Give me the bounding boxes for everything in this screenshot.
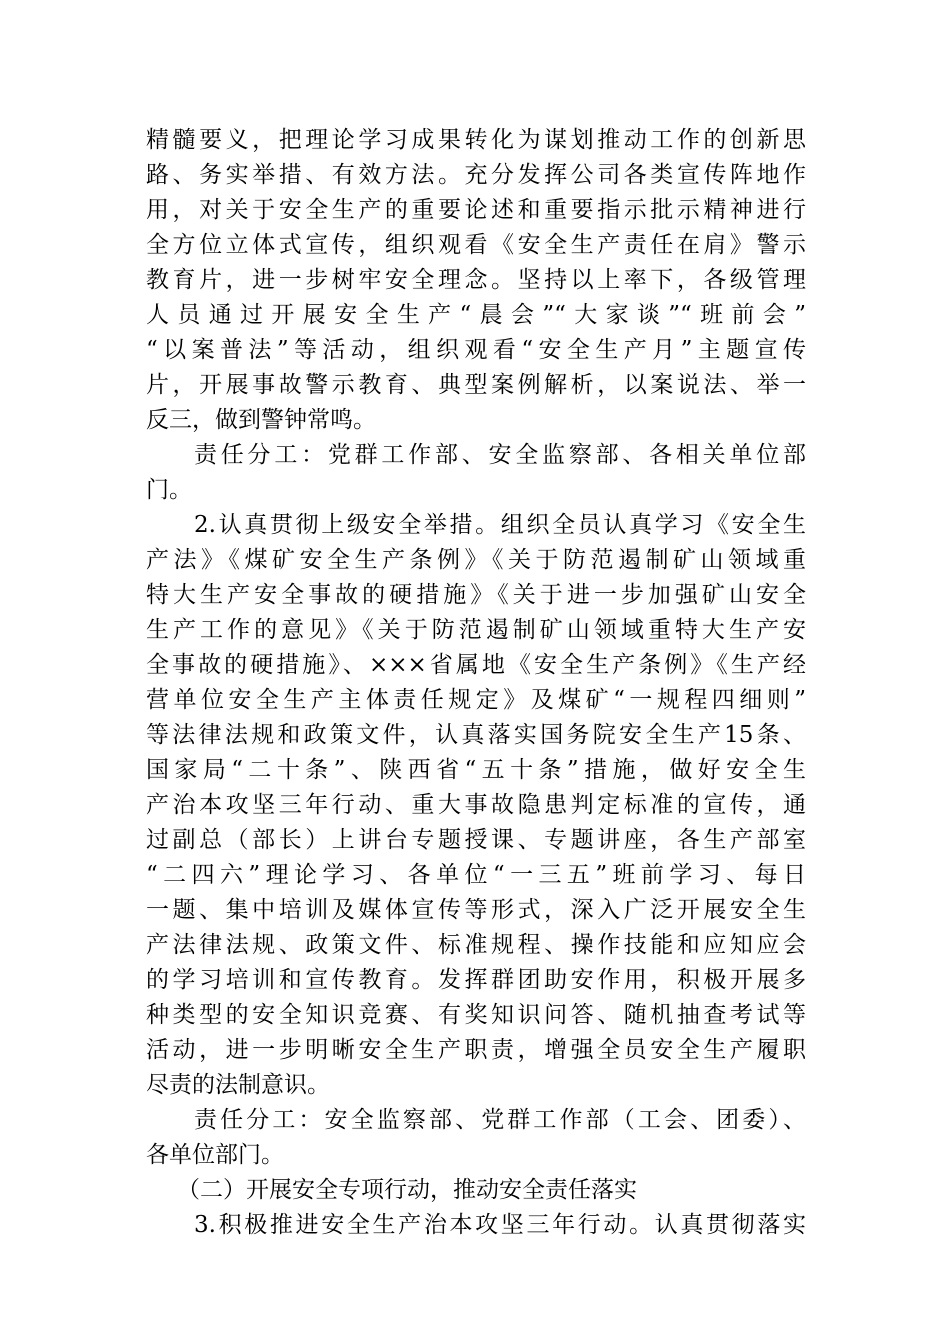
responsibility-line: 责任分工：安全监察部、党群工作部（工会、团委）、 — [194, 1107, 806, 1133]
body-text-line: 营单位安全生产主体责任规定》及煤矿“一规程四细则” — [146, 687, 806, 713]
body-text-line: 用，对关于安全生产的重要论述和重要指示批示精神进行 — [146, 197, 806, 223]
body-text-line: 全方位立体式宣传，组织观看《安全生产责任在肩》警示 — [146, 232, 806, 258]
body-text-line: 一题、集中培训及媒体宣传等形式，深入广泛开展安全生 — [146, 897, 806, 923]
item-heading-line: 3.积极推进安全生产治本攻坚三年行动。认真贯彻落实 — [194, 1212, 806, 1238]
body-text-line: “二四六”理论学习、各单位“一三五”班前学习、每日 — [146, 862, 806, 888]
body-text-line: 片，开展事故警示教育、典型案例解析，以案说法、举一 — [146, 372, 806, 398]
body-text-line: 等法律法规和政策文件，认真落实国务院安全生产15条、 — [146, 722, 806, 748]
body-text-line: 产法律法规、政策文件、标准规程、操作技能和应知应会 — [146, 932, 806, 958]
body-text-line: 产法》《煤矿安全生产条例》《关于防范遏制矿山领域重 — [146, 547, 806, 573]
body-text-line: 人员通过开展安全生产“晨会”“大家谈”“班前会” — [146, 302, 806, 328]
responsibility-line: 门。 — [146, 477, 192, 503]
responsibility-line: 责任分工：党群工作部、安全监察部、各相关单位部 — [194, 442, 806, 468]
body-text-line: 教育片，进一步树牢安全理念。坚持以上率下，各级管理 — [146, 267, 806, 293]
item-heading-line: 2.认真贯彻上级安全举措。组织全员认真学习《安全生 — [194, 512, 806, 538]
body-text-line: 生产工作的意见》《关于防范遏制矿山领域重特大生产安 — [146, 617, 806, 643]
body-text-line: 路、务实举措、有效方法。充分发挥公司各类宣传阵地作 — [146, 162, 806, 188]
body-text-line: 种类型的安全知识竞赛、有奖知识问答、随机抽查考试等 — [146, 1002, 806, 1028]
body-text-line: 国家局“二十条”、陕西省“五十条”措施，做好安全生 — [146, 757, 806, 783]
body-text-line: 特大生产安全事故的硬措施》《关于进一步加强矿山安全 — [146, 582, 806, 608]
body-text-line: 尽责的法制意识。 — [146, 1072, 330, 1098]
body-text-line: “以案普法”等活动，组织观看“安全生产月”主题宣传 — [146, 337, 806, 363]
body-text-line: 过副总（部长）上讲台专题授课、专题讲座，各生产部室 — [146, 827, 806, 853]
body-text-line: 产治本攻坚三年行动、重大事故隐患判定标准的宣传，通 — [146, 792, 806, 818]
body-text-line: 的学习培训和宣传教育。发挥群团助安作用，积极开展多 — [146, 967, 806, 993]
body-text-line: 活动，进一步明晰安全生产职责，增强全员安全生产履职 — [146, 1037, 806, 1063]
body-text-line: 反三，做到警钟常鸣。 — [146, 407, 376, 433]
body-text-line: 精髓要义，把理论学习成果转化为谋划推动工作的创新思 — [146, 127, 806, 153]
body-text-line: 全事故的硬措施》、×××省属地《安全生产条例》《生产经 — [146, 652, 806, 678]
responsibility-line: 各单位部门。 — [146, 1142, 284, 1168]
section-heading: （二）开展安全专项行动，推动安全责任落实 — [177, 1177, 637, 1203]
